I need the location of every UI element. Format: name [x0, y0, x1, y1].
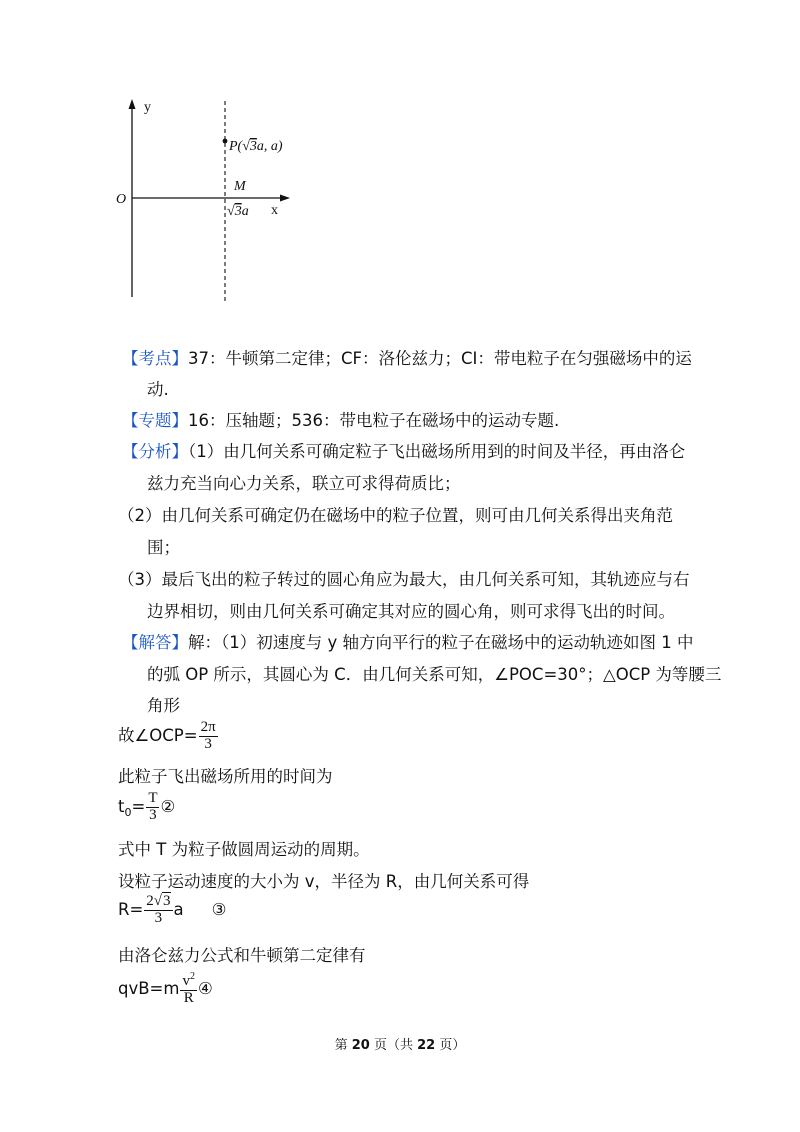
kaodian-line-1 [122, 345, 692, 369]
coordinate-figure [108, 95, 308, 305]
point-p-label: P(√3a, a) [229, 139, 283, 154]
angle-denominator: 3 [204, 735, 212, 752]
y-axis-arrow [129, 99, 136, 109]
t0-base: t [118, 796, 125, 816]
t0-circle-number: ② [160, 796, 176, 816]
r-fraction [144, 894, 172, 927]
zhuanti-tag: 【专题】 [122, 411, 188, 430]
fenxi-p1-text-2: 兹力充当向心力关系，联立可求得荷质比； [147, 474, 461, 493]
q-circle-number: ④ [197, 978, 213, 998]
zhuanti-text: 16：压轴题；536：带电粒子在磁场中的运动专题. [188, 411, 560, 430]
fenxi-p2-text-1: （2）由几何关系可确定仍在磁场中的粒子位置，则可由几何关系得出夹角范 [118, 506, 673, 525]
time-text: 此粒子飞出磁场所用的时间为 [118, 767, 333, 786]
r-num-coef: 2 [146, 893, 154, 909]
footer-page-number: 20 [351, 1038, 370, 1053]
jieda-tag: 【解答】 [122, 633, 188, 652]
t0-subscript: 0 [124, 806, 132, 820]
angle-equation [118, 720, 219, 753]
fenxi-tag: 【分析】 [122, 442, 188, 461]
q-equation [118, 972, 213, 1007]
point-m-label: M [234, 179, 246, 194]
t0-denominator: 3 [149, 806, 157, 823]
jieda-text-3: 角形 [147, 696, 180, 715]
zhuanti-line [122, 407, 559, 431]
kaodian-text-1: 37：牛顿第二定律；CF：洛伦兹力；CI：带电粒子在匀强磁场中的运 [188, 349, 692, 368]
m-coordinate-label: √3a [227, 204, 249, 219]
x-axis-arrow [280, 195, 290, 202]
r-denominator: 3 [154, 909, 163, 926]
r-circle-number: ③ [211, 899, 227, 919]
origin-label: O [116, 192, 127, 207]
r-prefix: R= [118, 899, 144, 919]
lorentz-text: 由洛仑兹力公式和牛顿第二定律有 [118, 946, 366, 965]
jieda-text-1: 解：（1）初速度与 y 轴方向平行的粒子在磁场中的运动轨迹如图 1 中 [188, 633, 694, 652]
angle-numerator: 2π [200, 719, 216, 735]
speed-text: 设粒子运动速度的大小为 v，半径为 R，由几何关系可得 [118, 872, 530, 891]
point-p [223, 139, 228, 144]
t0-fraction [146, 791, 159, 824]
angle-prefix: 故∠OCP= [118, 725, 198, 745]
angle-fraction [199, 720, 218, 753]
fenxi-p2-text-2: 围； [147, 538, 180, 557]
fenxi-p3-text-1: （3）最后飞出的粒子转过的圆心角应为最大，由几何关系可知，其轨迹应与右 [118, 570, 690, 589]
fenxi-line-1 [122, 438, 685, 462]
t0-equals: = [131, 796, 146, 816]
footer-prefix: 第 [334, 1038, 352, 1053]
r-suffix: a [173, 899, 184, 919]
y-axis-label: y [144, 100, 151, 115]
q-num-v: v [182, 973, 190, 989]
jieda-line-1 [122, 629, 694, 653]
q-num-exponent: 2 [189, 971, 195, 982]
fenxi-p1-text-1: （1）由几何关系可确定粒子飞出磁场所用到的时间及半径，再由洛仑 [188, 442, 686, 461]
x-axis-label: x [271, 203, 278, 218]
period-text: 式中 T 为粒子做圆周运动的周期。 [118, 840, 370, 859]
r-equation [118, 894, 226, 927]
q-numerator [180, 972, 197, 991]
footer-suffix: 页） [435, 1038, 466, 1053]
fenxi-p3-text-2: 边界相切，则由几何关系可确定其对应的圆心角，则可求得飞出的时间。 [147, 602, 675, 621]
r-numerator: 2√3 [146, 893, 171, 909]
q-fraction [180, 972, 197, 1007]
kaodian-text-2: 动. [147, 380, 169, 399]
footer-total-pages: 22 [417, 1038, 436, 1053]
q-denominator: R [183, 989, 194, 1006]
r-num-radical: 3 [163, 893, 171, 909]
page-footer [0, 1034, 800, 1053]
t0-numerator: T [148, 790, 158, 806]
q-prefix: qvB=m [118, 978, 180, 998]
figure-svg [108, 95, 308, 305]
jieda-text-2: 的弧 OP 所示，其圆心为 C．由几何关系可知，∠POC=30°；△OCP 为等腰三 [147, 665, 722, 684]
footer-middle: 页（共 [369, 1038, 418, 1053]
kaodian-tag: 【考点】 [122, 349, 188, 368]
t0-equation [118, 791, 175, 824]
